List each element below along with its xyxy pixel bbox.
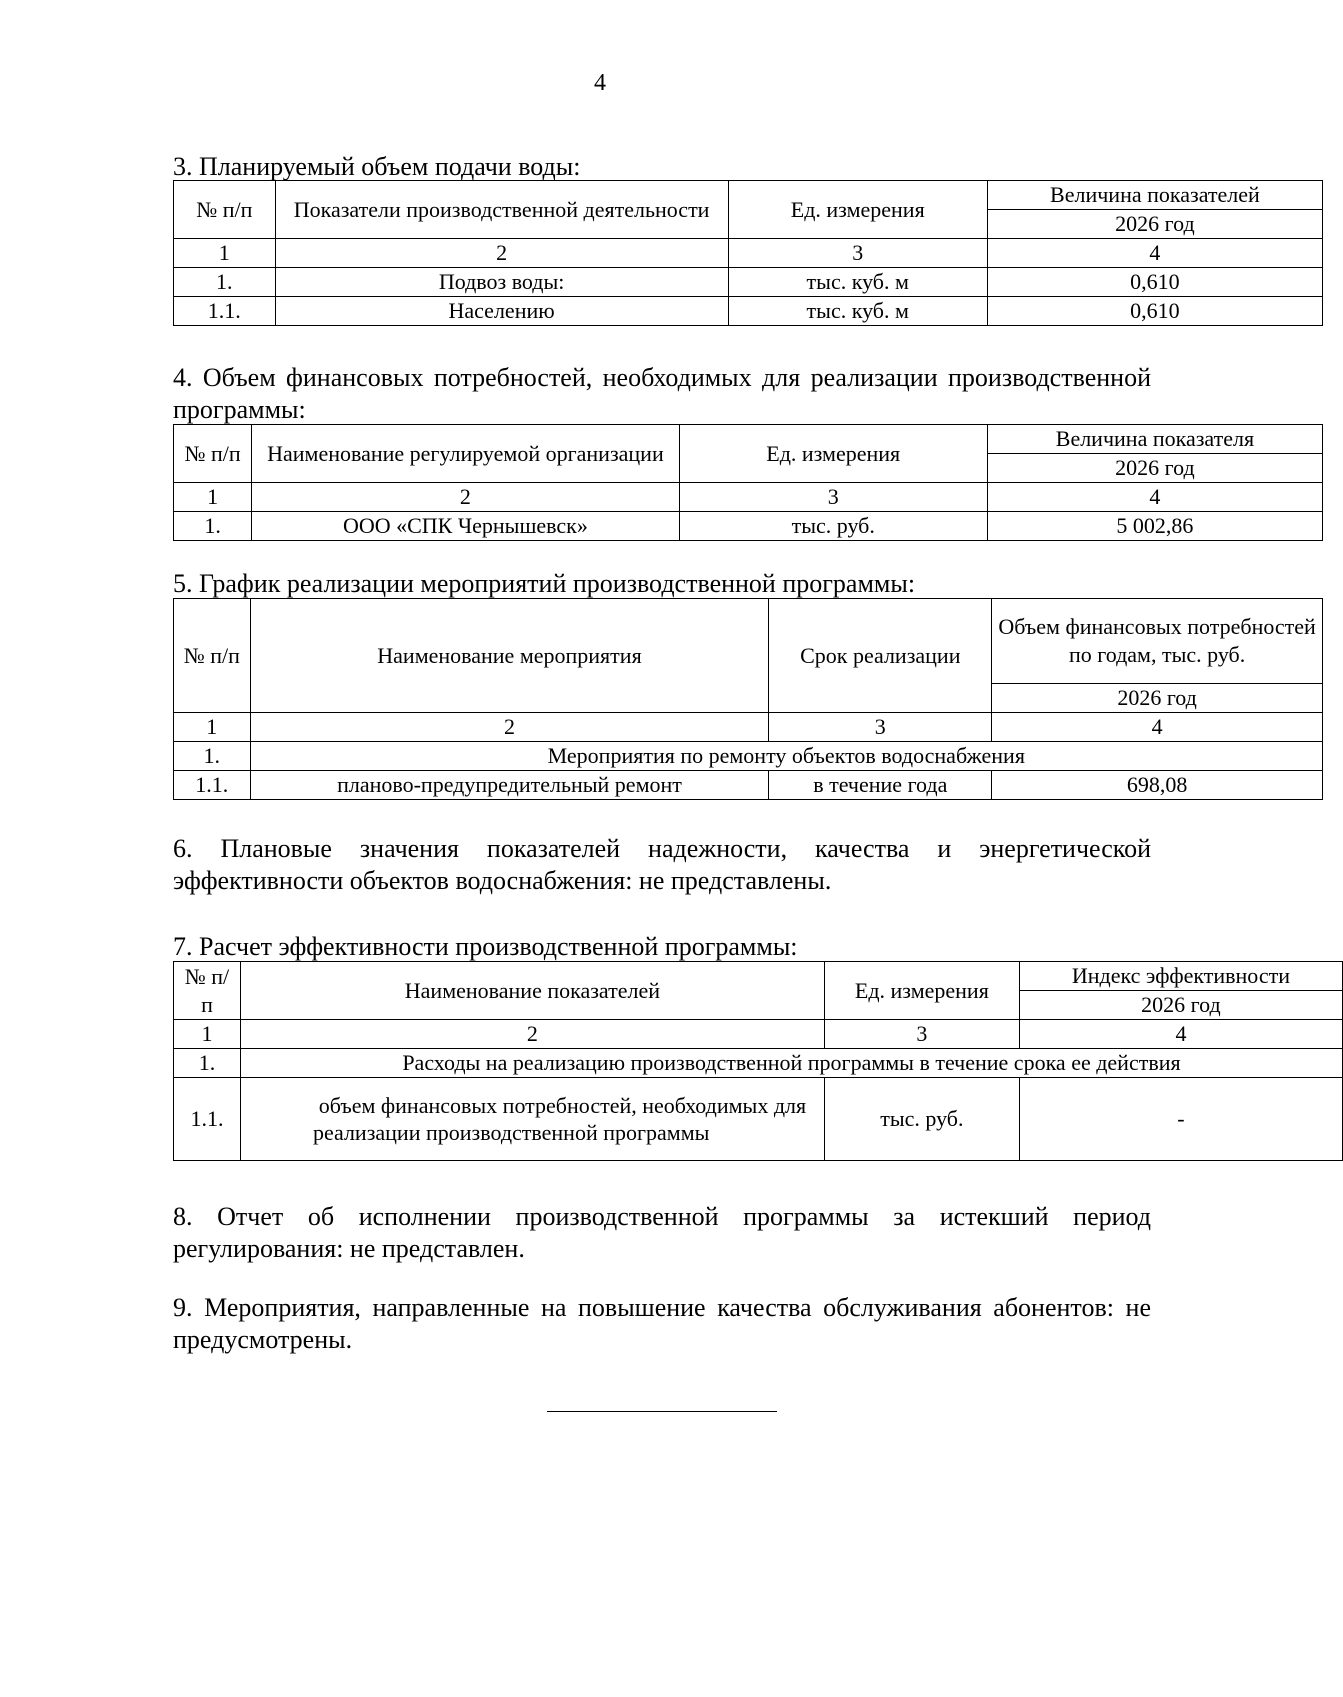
financial-needs-table <box>173 424 1323 541</box>
row-unit: тыс. куб. м <box>728 268 987 297</box>
col-num-3: 3 <box>769 713 992 742</box>
header-year: 2026 год <box>987 454 1322 483</box>
col-num-3: 3 <box>728 239 987 268</box>
section-5-title: 5. График реализации мероприятий производственной программы: <box>173 569 916 598</box>
section-9-text: 9. Мероприятия, направленные на повышение качества обслуживания абонентов: не предусмотрены. <box>173 1293 1151 1354</box>
group-name: Мероприятия по ремонту объектов водоснабжения <box>250 742 1322 771</box>
col-num-2: 2 <box>250 713 769 742</box>
group-num: 1. <box>174 1049 241 1078</box>
col-num-1: 1 <box>174 1020 241 1049</box>
column-numbers-row <box>174 713 1323 742</box>
col-num-2: 2 <box>240 1020 824 1049</box>
table-row <box>174 512 1323 541</box>
col-num-1: 1 <box>174 713 251 742</box>
header-name: Наименование мероприятия <box>250 599 769 713</box>
row-num: 1.1. <box>174 297 276 326</box>
row-value: 0,610 <box>987 297 1322 326</box>
group-name: Расходы на реализацию производственной программы в течение срока ее действия <box>240 1049 1342 1078</box>
water-supply-table <box>173 180 1323 326</box>
row-term: в течение года <box>769 771 992 800</box>
section-4-title: 4. Объем финансовых потребностей, необходимых для реализации производственной программы: <box>173 363 1151 424</box>
row-name: Подвоз воды: <box>275 268 728 297</box>
table-row <box>174 1078 1343 1161</box>
col-num-4: 4 <box>1019 1020 1342 1049</box>
header-index: Индекс эффективности <box>1019 962 1342 991</box>
row-num: 1.1. <box>174 1078 241 1161</box>
col-num-1: 1 <box>174 483 252 512</box>
header-unit: Ед. измерения <box>679 425 987 483</box>
header-value: Величина показателей <box>987 181 1322 210</box>
header-name: Наименование показателей <box>240 962 824 1020</box>
table-row <box>174 268 1323 297</box>
column-numbers-row <box>174 483 1323 512</box>
header-year: 2026 год <box>992 684 1323 713</box>
header-organization: Наименование регулируемой организации <box>252 425 679 483</box>
header-num: № п/п <box>174 425 252 483</box>
column-numbers-row <box>174 239 1323 268</box>
group-row <box>174 1049 1343 1078</box>
header-num: № п/п <box>174 962 241 1020</box>
section-3-title: 3. Планируемый объем подачи воды: <box>173 152 581 181</box>
header-num: № п/п <box>174 181 276 239</box>
section-7-title: 7. Расчет эффективности производственной программы: <box>173 932 798 961</box>
row-name: ООО «СПК Чернышевск» <box>252 512 679 541</box>
row-unit: тыс. куб. м <box>728 297 987 326</box>
table-row <box>174 297 1323 326</box>
closing-rule <box>547 1411 777 1412</box>
col-num-3: 3 <box>679 483 987 512</box>
col-num-1: 1 <box>174 239 276 268</box>
section-6-text: 6. Плановые значения показателей надежности, качества и энергетической эффективности объектов водоснабжения: не представлены. <box>173 834 1151 895</box>
row-num: 1. <box>174 268 276 297</box>
table-row <box>174 771 1323 800</box>
header-indicator: Показатели производственной деятельности <box>275 181 728 239</box>
row-unit: тыс. руб. <box>824 1078 1019 1161</box>
col-num-4: 4 <box>987 483 1322 512</box>
row-value: 5 002,86 <box>987 512 1322 541</box>
header-value: Объем финансовых потребностей по годам, тыс. руб. <box>992 599 1323 684</box>
header-year: 2026 год <box>1019 991 1342 1020</box>
row-value: 0,610 <box>987 268 1322 297</box>
column-numbers-row <box>174 1020 1343 1049</box>
header-num: № п/п <box>174 599 251 713</box>
schedule-table <box>173 598 1323 800</box>
efficiency-table <box>173 961 1343 1161</box>
row-value: - <box>1019 1078 1342 1161</box>
header-year: 2026 год <box>987 210 1322 239</box>
col-num-3: 3 <box>824 1020 1019 1049</box>
row-num: 1.1. <box>174 771 251 800</box>
header-unit: Ед. измерения <box>824 962 1019 1020</box>
row-value: 698,08 <box>992 771 1323 800</box>
row-name: планово-предупредительный ремонт <box>250 771 769 800</box>
header-term: Срок реализации <box>769 599 992 713</box>
row-num: 1. <box>174 512 252 541</box>
col-num-2: 2 <box>252 483 679 512</box>
section-8-text: 8. Отчет об исполнении производственной программы за истекший период регулирования: не представлен. <box>173 1202 1151 1263</box>
row-name: Населению <box>275 297 728 326</box>
group-num: 1. <box>174 742 251 771</box>
header-value: Величина показателя <box>987 425 1322 454</box>
row-name: объем финансовых потребностей, необходимых для реализации производственной программы <box>240 1078 824 1161</box>
header-unit: Ед. измерения <box>728 181 987 239</box>
col-num-2: 2 <box>275 239 728 268</box>
col-num-4: 4 <box>987 239 1322 268</box>
col-num-4: 4 <box>992 713 1323 742</box>
row-unit: тыс. руб. <box>679 512 987 541</box>
group-row <box>174 742 1323 771</box>
page-number: 4 <box>594 70 606 96</box>
